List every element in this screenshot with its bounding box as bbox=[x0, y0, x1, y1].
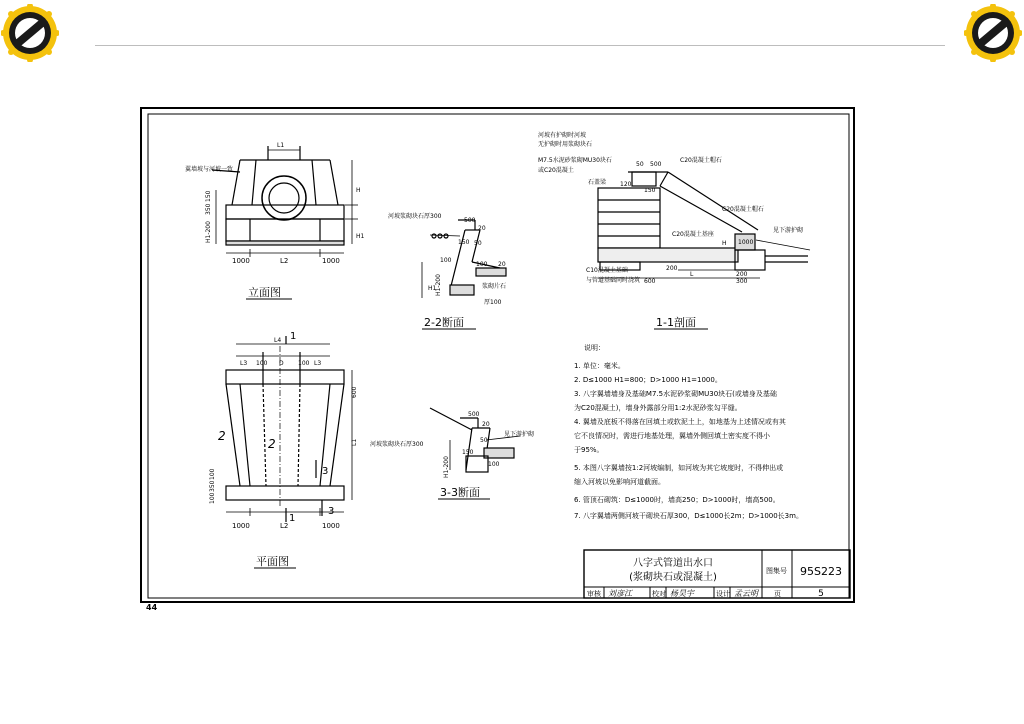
elevation-dim-7: 350 bbox=[205, 203, 212, 215]
section1-note-8: C20混凝土基座 bbox=[672, 231, 714, 238]
section1-dim-6: L bbox=[690, 271, 694, 278]
section1-dim-4: 150 bbox=[644, 187, 656, 194]
plan-dim-12: 100 bbox=[209, 492, 216, 504]
plan-mark-4: 2 bbox=[268, 437, 276, 451]
section3-dim-6: 100 bbox=[488, 461, 500, 468]
section3-note-right: 见下游护砌 bbox=[504, 431, 535, 438]
section3-dim-2: 20 bbox=[482, 421, 490, 428]
section1-note-1: 河坡有护砌时河坡 bbox=[538, 132, 587, 139]
plan-dim-3: 100 bbox=[256, 360, 268, 367]
section1-dim-5: H bbox=[722, 240, 727, 247]
plan-mark-2: 1 bbox=[289, 513, 296, 524]
plan-title: 平面图 bbox=[256, 555, 289, 568]
note-item-4: 为C20混凝土)，墙身外露部分用1:2水泥砂浆勾平缝。 bbox=[574, 404, 742, 412]
section1-note-7: C20混凝土帽石 bbox=[722, 206, 764, 213]
section3-dim-5: 150 bbox=[462, 449, 474, 456]
atlas-label: 图集号 bbox=[766, 567, 787, 575]
notes-block bbox=[574, 343, 803, 521]
plan-dim-11: L1 bbox=[351, 438, 358, 446]
section1-dim-11: 1000 bbox=[738, 239, 754, 246]
plan-dim-7: 1000 bbox=[232, 522, 250, 530]
section1-note-6: C20混凝土帽石 bbox=[680, 157, 722, 164]
section3-dim-4: H1-200 bbox=[443, 456, 450, 478]
section3-dim-3: 50 bbox=[480, 437, 488, 444]
note-item-6: 它不良情况时，需进行地基处理，翼墙外侧回填土密实度不得小 bbox=[574, 432, 770, 440]
note-item-1: 1. 单位：毫米。 bbox=[574, 362, 625, 370]
note-item-8: 5. 本图八字翼墙按1:2河坡编制，如河坡为其它坡度时，不得伸出或 bbox=[574, 464, 784, 472]
sheet-page-number: 5 bbox=[818, 589, 824, 599]
section2-dim-4: 100 bbox=[440, 257, 452, 264]
note-item-11: 7. 八字翼墙两侧河坡干砌块石厚300，D≤1000长2m；D>1000长3m。 bbox=[574, 512, 803, 520]
elevation-note: 翼墙坡与河坡一致 bbox=[185, 166, 234, 173]
title-line-1: 八字式管道出水口 bbox=[633, 558, 713, 569]
note-item-10: 6. 管顶石砌筑：D≤1000时，墙高250；D>1000时，墙高500。 bbox=[574, 496, 780, 504]
section1-dim-7: 200 bbox=[666, 265, 678, 272]
section1-note-10: C10混凝土基础 bbox=[586, 267, 628, 274]
plan-dim-9: 1000 bbox=[322, 522, 340, 530]
section2-dim-2: 20 bbox=[478, 225, 486, 232]
section3-title: 3-3断面 bbox=[440, 486, 480, 499]
section2-dim-6: 100 bbox=[476, 261, 488, 268]
section2-dim-1: 500 bbox=[464, 217, 476, 224]
plan-dim-4: D bbox=[279, 360, 284, 367]
note-item-7: 于95%。 bbox=[574, 446, 604, 454]
section3-dim-1: 500 bbox=[468, 411, 480, 418]
note-item-9: 缩入河坡以免影响河道截面。 bbox=[574, 478, 665, 486]
page-label: 页 bbox=[774, 590, 781, 598]
section2-dim-9: H1-200 bbox=[435, 274, 442, 296]
section1-title: 1-1剖面 bbox=[656, 316, 696, 329]
section2-dim-7: 20 bbox=[498, 261, 506, 268]
section3-note-left: 河坡浆砌块石厚300 bbox=[370, 441, 424, 448]
elevation-dim-4: H bbox=[356, 187, 361, 194]
check-label: 校对 bbox=[652, 590, 666, 598]
plan-mark-5: 3 bbox=[322, 466, 329, 477]
section1-dim-9: 600 bbox=[644, 278, 656, 285]
section1-note-3: M7.5水泥砂浆砌MU30块石 bbox=[538, 157, 612, 164]
elevation-dim-1: 1000 bbox=[232, 257, 250, 265]
plan-mark-6: 3 bbox=[328, 506, 335, 517]
review-signature: 刘彦江 bbox=[608, 589, 632, 598]
plan-dim-6: L3 bbox=[314, 360, 322, 367]
plan-dim-2: L3 bbox=[240, 360, 248, 367]
section1-note-4: 或C20混凝土 bbox=[538, 167, 574, 174]
note-item-5: 4. 翼墙及底板不得落在回填土或软泥土上，如地基为上述情况或有其 bbox=[574, 418, 786, 426]
note-item-2: 2. D≤1000 H1=800；D>1000 H1=1000。 bbox=[574, 376, 722, 384]
section1-dim-8: 200 bbox=[736, 271, 748, 278]
elevation-dim-6: H1-200 bbox=[205, 221, 212, 243]
plan-dim-1: L4 bbox=[274, 337, 282, 344]
elevation-dim-5: H1 bbox=[356, 233, 365, 240]
section1-dim-10: 300 bbox=[736, 278, 748, 285]
elevation-title: 立面图 bbox=[248, 286, 281, 299]
notes-title: 说明： bbox=[584, 344, 605, 352]
plan-dim-14: 100 bbox=[209, 468, 216, 480]
section1-dim-2: 500 bbox=[650, 161, 662, 168]
review-label: 审核 bbox=[587, 590, 601, 598]
plan-dim-8: L2 bbox=[280, 522, 289, 530]
section1-note-11: 与管道基础同时浇筑 bbox=[586, 277, 641, 284]
plan-mark-1: 1 bbox=[290, 331, 297, 342]
design-label: 设计 bbox=[716, 590, 730, 598]
section2-dim-10: 厚100 bbox=[484, 299, 502, 306]
note-item-3: 3. 八字翼墙墙身及基础M7.5水泥砂浆砌MU30块石(或墙身及基础 bbox=[574, 390, 777, 398]
elevation-view bbox=[212, 146, 358, 257]
section2-dim-8: H1 bbox=[428, 285, 437, 292]
plan-dim-5: 100 bbox=[298, 360, 310, 367]
section2-note-bottom: 浆砌片石 bbox=[482, 283, 507, 290]
section2-title: 2-2断面 bbox=[424, 316, 464, 329]
elevation-dim-8: 150 bbox=[205, 190, 212, 202]
atlas-number: 95S223 bbox=[800, 565, 842, 578]
section2-dim-3: 50 bbox=[474, 240, 482, 247]
check-signature: 杨昊宇 bbox=[670, 589, 694, 598]
plan-dim-13: 350 bbox=[209, 480, 216, 492]
section1-note-5: 石盖梁 bbox=[588, 179, 607, 186]
section2-note-top: 河坡浆砌块石厚300 bbox=[388, 213, 442, 220]
section1-note-2: 无护砌时用浆砌块石 bbox=[538, 141, 593, 148]
plan-dim-10: 600 bbox=[351, 386, 358, 398]
section1-dim-1: 50 bbox=[636, 161, 644, 168]
section1-note-9: 见下游护砌 bbox=[773, 227, 804, 234]
section2-dim-5: 150 bbox=[458, 239, 470, 246]
section1-dim-3: 120 bbox=[620, 181, 632, 188]
plan-mark-3: 2 bbox=[218, 429, 226, 443]
elevation-dim-2: L2 bbox=[280, 257, 289, 265]
title-line-2: (浆砌块石或混凝土) bbox=[629, 572, 717, 583]
page-number: 44 bbox=[146, 603, 158, 612]
elevation-dim-3: 1000 bbox=[322, 257, 340, 265]
elevation-dim-9: L1 bbox=[277, 142, 285, 149]
design-signature: 孟云明 bbox=[734, 589, 758, 598]
